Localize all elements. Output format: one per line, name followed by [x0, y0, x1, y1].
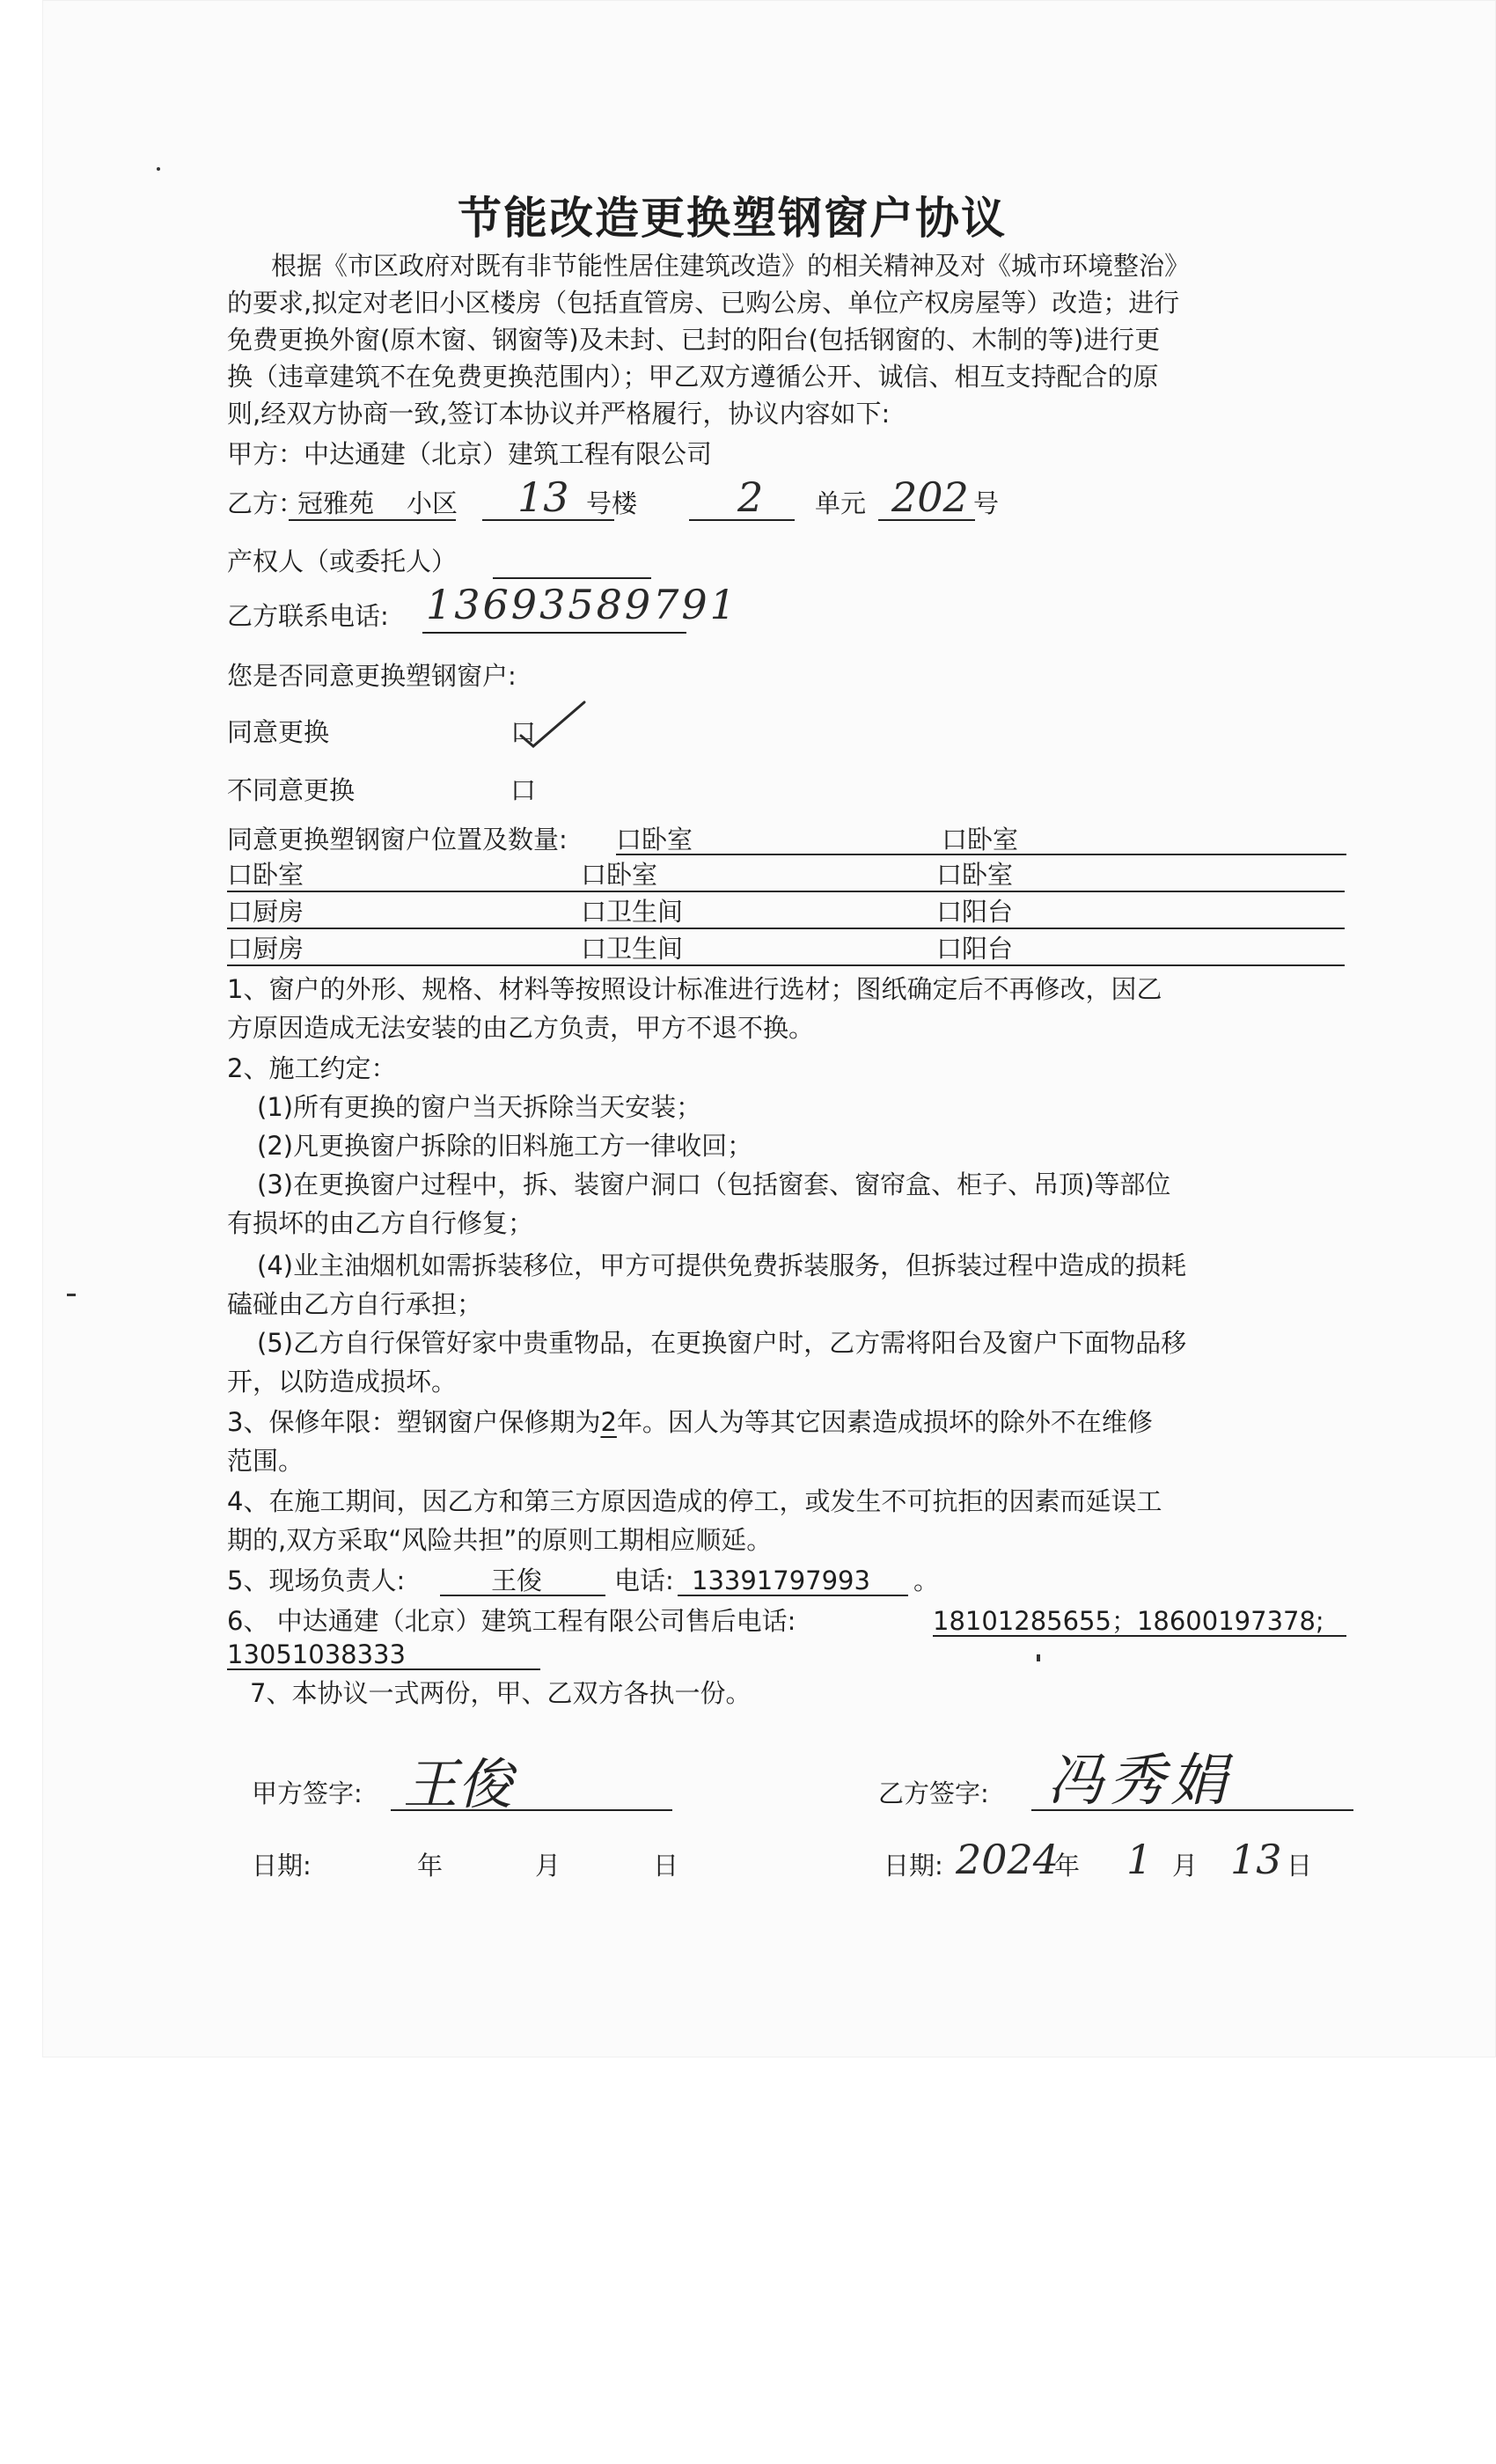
site-manager-name: 王俊 [491, 1566, 543, 1595]
clause-4b: 期的,双方采取“风险共担”的原则工期相应顺延。 [227, 1525, 773, 1555]
position-cell: 口卫生间 [581, 934, 684, 964]
positions-row-line [227, 928, 1345, 929]
checkmark-icon [517, 697, 588, 750]
room-suffix: 号 [973, 488, 1000, 518]
clause-6: 6、 中达通建（北京）建筑工程有限公司售后电话: [227, 1606, 796, 1636]
clause-2-2: (2)凡更换窗户拆除的旧料施工方一律收回； [257, 1131, 753, 1161]
disagree-label: 不同意更换 [227, 775, 356, 805]
party-b-date-month-value: 1 [1126, 1836, 1153, 1883]
intro-line-3: 免费更换外窗(原木窗、钢窗等)及未封、已封的阳台(包括钢窗的、木制的等)进行更 [227, 325, 1161, 355]
site-manager-phone: 13391797993 [692, 1566, 870, 1595]
party-a: 甲方：中达通建（北京）建筑工程有限公司 [227, 439, 713, 469]
clause-2-4a: (4)业主油烟机如需拆装移位，甲方可提供免费拆装服务，但拆装过程中造成的损耗 [257, 1250, 1187, 1280]
positions-label: 同意更换塑钢窗户位置及数量: [227, 825, 568, 854]
positions-row-line [616, 854, 1346, 855]
intro-line-2: 的要求,拟定对老旧小区楼房（包括直管房、已购公房、单位产权房屋等）改造；进行 [227, 288, 1180, 318]
clause-5-pre: 5、现场负责人: [227, 1566, 406, 1595]
clause-3b: 范围。 [227, 1446, 304, 1476]
clause-2-3b: 有损坏的由乙方自行修复； [227, 1208, 534, 1238]
building-suffix: 号楼 [586, 488, 638, 518]
party-b-sign-line [1031, 1809, 1353, 1811]
party-b-date-month: 月 [1172, 1851, 1199, 1881]
manager-underline [440, 1595, 605, 1596]
clause-2-5b: 开，以防造成损坏。 [227, 1367, 458, 1397]
clause-3a [227, 1404, 1153, 1440]
position-cell: 口阳台 [936, 934, 1014, 964]
question-label: 您是否同意更换塑钢窗户: [227, 661, 517, 691]
clause-1a: 1、窗户的外形、规格、材料等按照设计标准进行选材；图纸确定后不再修改，因乙 [227, 974, 1162, 1004]
clause-2: 2、施工约定： [227, 1053, 397, 1083]
intro-line-5: 则,经双方协商一致,签订本协议并严格履行，协议内容如下: [227, 399, 891, 429]
after-sales-phone-3: 13051038333 [227, 1639, 406, 1669]
phone-underline [422, 632, 686, 634]
position-cell: 口卧室 [227, 860, 304, 890]
party-a-date-day: 日 [653, 1851, 679, 1881]
agree-checkbox[interactable]: 口 [510, 717, 537, 747]
phone-label: 乙方联系电话: [227, 601, 389, 631]
party-b-label: 乙方： [227, 488, 304, 518]
community-suffix: 小区 [407, 488, 458, 518]
building-number: 13 [517, 473, 569, 521]
unit-number: 2 [737, 473, 764, 521]
phone-value: 13693589791 [426, 581, 738, 628]
intro-line-4: 换（违章建筑不在免费更换范围内）；甲乙双方遵循公开、诚信、相互支持配合的原 [227, 362, 1159, 392]
after-sales-phones: 18101285655；18600197378; [933, 1606, 1324, 1636]
clause-5-mid: 电话: [614, 1566, 674, 1595]
party-b-date-day-value: 13 [1230, 1836, 1282, 1883]
clause-5-post: 。 [913, 1566, 940, 1595]
warranty-years: 2 [600, 1407, 617, 1437]
room-underline [878, 519, 975, 521]
document-title: 节能改造更换塑钢窗户协议 [458, 193, 1007, 244]
unit-underline [689, 519, 795, 521]
party-a-signature: 王俊 [403, 1752, 513, 1816]
intro-line-1: 根据《市区政府对既有非节能性居住建筑改造》的相关精神及对《城市环境整治》 [271, 251, 1191, 281]
party-b-signature: 冯秀娟 [1047, 1749, 1232, 1814]
clause-3-pre: 3、保修年限：塑钢窗户保修期为 [227, 1407, 601, 1437]
position-cell: 口厨房 [227, 934, 304, 964]
positions-row-line [227, 891, 1345, 892]
agree-label: 同意更换 [227, 717, 330, 747]
document-sheet [42, 0, 1496, 2057]
positions-row-line [227, 964, 1345, 966]
after-sales-underline-2 [227, 1668, 540, 1670]
clause-7: 7、本协议一式两份，甲、乙双方各执一份。 [250, 1678, 752, 1708]
disagree-checkbox[interactable]: 口 [510, 775, 537, 805]
party-a-sign-line [391, 1809, 672, 1811]
party-a-date-month: 月 [535, 1851, 561, 1881]
owner-underline [493, 577, 651, 579]
clause-2-1: (1)所有更换的窗户当天拆除当天安装； [257, 1092, 702, 1122]
party-a-sign-label: 甲方签字: [252, 1778, 363, 1808]
clause-2-4b: 磕碰由乙方自行承担； [227, 1289, 483, 1319]
clause-2-5a: (5)乙方自行保管好家中贵重物品，在更换窗户时，乙方需将阳台及窗户下面物品移 [257, 1328, 1187, 1358]
party-b-date-label: 日期: [884, 1851, 943, 1881]
clause-1b: 方原因造成无法安装的由乙方负责，甲方不退不换。 [227, 1013, 815, 1043]
scan-speck [67, 1294, 76, 1296]
clause-5 [227, 1563, 405, 1598]
manager-phone-underline [678, 1595, 908, 1596]
unit-suffix: 单元 [815, 488, 867, 518]
party-b-date-year: 年 [1054, 1851, 1081, 1881]
party-b-date-year-value: 2024 [956, 1836, 1060, 1883]
party-b-community: 冠雅苑 [297, 488, 375, 518]
position-cell: 口卧室 [616, 825, 693, 854]
clause-2-3a: (3)在更换窗户过程中，拆、装窗户洞口（包括窗套、窗帘盒、柜子、吊顶)等部位 [257, 1170, 1171, 1199]
party-a-date-label: 日期: [252, 1851, 312, 1881]
position-cell: 口卧室 [581, 860, 658, 890]
position-cell: 口卧室 [942, 825, 1019, 854]
position-cell: 口厨房 [227, 897, 304, 927]
owner-label: 产权人（或委托人） [227, 546, 458, 576]
position-cell: 口卫生间 [581, 897, 684, 927]
scan-speck [157, 167, 160, 171]
clause-4a: 4、在施工期间，因乙方和第三方原因造成的停工，或发生不可抗拒的因素而延误工 [227, 1486, 1162, 1516]
position-cell: 口卧室 [936, 860, 1014, 890]
party-b-date-day: 日 [1287, 1851, 1313, 1881]
position-cell: 口阳台 [936, 897, 1014, 927]
party-b-sign-label: 乙方签字: [878, 1778, 989, 1808]
scan-speck [1037, 1654, 1040, 1661]
after-sales-underline [933, 1635, 1346, 1637]
party-a-date-year: 年 [417, 1851, 444, 1881]
room-number: 202 [891, 473, 969, 521]
clause-3-post: 年。因人为等其它因素造成损坏的除外不在维修 [616, 1407, 1153, 1437]
